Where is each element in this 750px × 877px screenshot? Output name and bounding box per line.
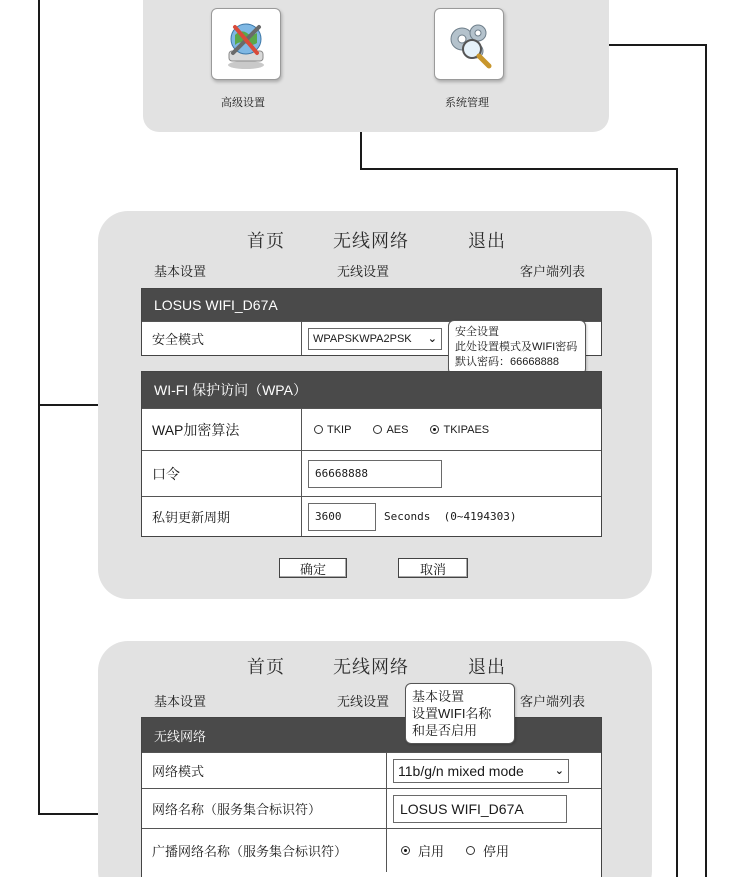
broadcast-options <box>387 829 601 872</box>
security-tooltip <box>448 320 586 375</box>
confirm-button[interactable]: 确定 <box>279 558 347 578</box>
renewal-label: 私钥更新周期 <box>142 497 302 536</box>
system-management-icon <box>442 17 496 71</box>
device-name-header: LOSUS WIFI_D67A <box>142 289 601 321</box>
ssid-label: 网络名称（服务集合标识符） <box>142 789 387 828</box>
tooltip-line: 此处设置模式及WIFI密码 <box>455 341 578 353</box>
radio-label: 启用 <box>418 844 445 859</box>
connector-advanced-vertical <box>676 168 678 877</box>
radio-label: AES <box>386 423 409 436</box>
advanced-settings-label[interactable]: 高级设置 <box>221 97 265 109</box>
connector-advanced-right <box>360 168 678 170</box>
broadcast-label: 广播网络名称（服务集合标识符） <box>142 829 387 872</box>
cipher-label: WAP加密算法 <box>142 409 302 450</box>
security-mode-label: 安全模式 <box>142 322 302 355</box>
mode-cell <box>387 753 601 788</box>
radio-label: TKIP <box>327 423 352 436</box>
radio-label: TKIPAES <box>443 423 490 436</box>
radio-aes[interactable] <box>373 424 408 436</box>
ssid-cell <box>387 789 601 828</box>
nav-logout[interactable]: 退出 <box>468 657 506 678</box>
nav-wireless[interactable]: 无线网络 <box>333 657 409 678</box>
cipher-row <box>142 408 601 450</box>
radio-tkip[interactable] <box>314 424 351 436</box>
cancel-button[interactable]: 取消 <box>398 558 468 578</box>
advanced-settings-icon <box>221 17 271 71</box>
chevron-down-icon: ⌄ <box>554 765 564 777</box>
passphrase-cell <box>302 451 601 496</box>
subnav-clients[interactable]: 客户端列表 <box>520 694 586 709</box>
subnav-basic[interactable]: 基本设置 <box>154 264 207 279</box>
tooltip-line: 默认密码：66668888 <box>455 356 559 368</box>
connector-left-to-basic <box>38 813 98 815</box>
renewal-cell <box>302 497 601 536</box>
mode-value: 11b/g/n mixed mode <box>398 762 524 779</box>
radio-dot <box>314 425 323 434</box>
wpa-table <box>141 371 602 537</box>
subnav-wireless[interactable]: 无线设置 <box>337 264 390 279</box>
nav-logout[interactable]: 退出 <box>468 231 506 252</box>
tooltip-line: 设置WIFI名称 <box>412 706 492 721</box>
nav-home[interactable]: 首页 <box>247 231 285 252</box>
connector-left-vertical <box>38 0 40 815</box>
advanced-settings-tile[interactable] <box>211 8 281 80</box>
mode-select[interactable] <box>393 759 569 783</box>
subnav-clients[interactable]: 客户端列表 <box>520 264 586 279</box>
passphrase-row <box>142 450 601 496</box>
system-management-label[interactable]: 系统管理 <box>445 97 489 109</box>
renewal-row <box>142 496 601 536</box>
ssid-input[interactable]: LOSUS WIFI_D67A <box>393 795 567 823</box>
nav-home[interactable]: 首页 <box>247 657 285 678</box>
tooltip-line: 安全设置 <box>455 326 499 338</box>
security-mode-select[interactable] <box>308 328 442 350</box>
passphrase-label: 口令 <box>142 451 302 496</box>
basic-tooltip <box>405 683 515 744</box>
broadcast-row <box>142 828 601 872</box>
system-management-tile[interactable] <box>434 8 504 80</box>
radio-dot <box>373 425 382 434</box>
mode-label: 网络模式 <box>142 753 387 788</box>
basic-table <box>141 717 602 877</box>
tooltip-line: 基本设置 <box>412 689 465 704</box>
ssid-row <box>142 788 601 828</box>
tooltip-line: 和是否启用 <box>412 723 478 738</box>
mode-row <box>142 752 601 788</box>
nav-wireless[interactable]: 无线网络 <box>333 231 409 252</box>
radio-disable[interactable] <box>466 841 509 860</box>
radio-enable[interactable] <box>401 841 444 860</box>
security-mode-value: WPAPSKWPA2PSK <box>313 332 412 345</box>
connector-system-vertical <box>705 44 707 877</box>
radio-dot <box>466 846 475 855</box>
connector-left-to-wpa <box>38 404 98 406</box>
cipher-options <box>302 409 601 450</box>
radio-label: 停用 <box>483 844 510 859</box>
renewal-unit: Seconds (0~4194303) <box>384 510 517 523</box>
subnav-wireless[interactable]: 无线设置 <box>337 694 390 709</box>
radio-tkipaes[interactable] <box>430 424 489 436</box>
wireless-header: 无线网络 <box>142 718 601 752</box>
wpa-header: WI-FI 保护访问（WPA） <box>142 372 601 408</box>
radio-dot-selected <box>430 425 439 434</box>
passphrase-input[interactable]: 66668888 <box>308 460 442 488</box>
chevron-down-icon: ⌄ <box>427 333 437 345</box>
radio-dot-selected <box>401 846 410 855</box>
subnav-basic[interactable]: 基本设置 <box>154 694 207 709</box>
renewal-input[interactable]: 3600 <box>308 503 376 531</box>
